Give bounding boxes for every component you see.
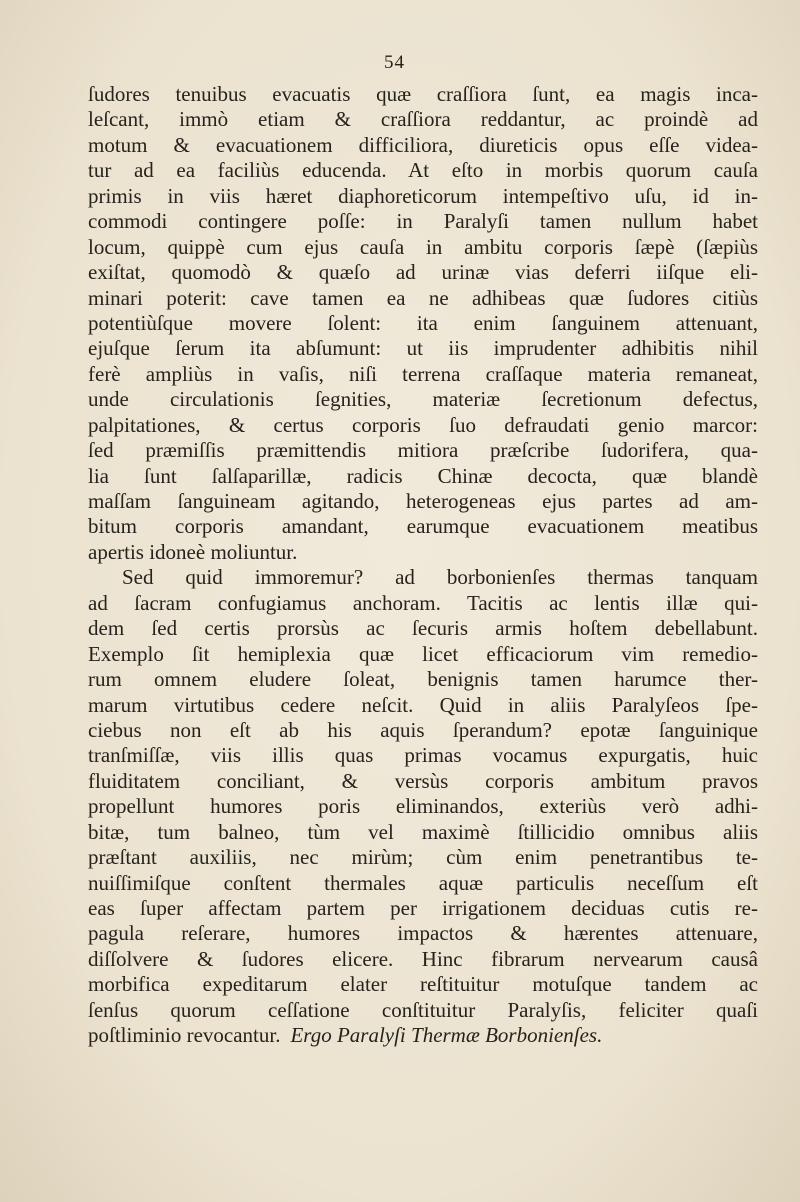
text-line: dem ſed certis prorsùs ac ſecuris armis hoſtem debellabunt. [88,616,758,641]
text-line: bitum corporis amandant, earumque evacuationem meatibus [88,514,758,539]
text-line: propellunt humores poris eliminandos, exteriùs verò adhi- [88,794,758,819]
text-line: potentiùſque movere ſolent: ita enim ſanguinem attenuant, [88,310,758,335]
text-line: apertis idoneè moliuntur. [88,539,298,564]
text-line: primis in viis hæret diaphoreticorum intempeſtivo uſu, id in- [88,183,758,208]
text-line: tranſmiſſæ, viis illis quas primas vocamus expurgatis, huic [88,743,758,768]
text-line: leſcant, immò etiam & craſſiora reddantur, ac proindè ad [88,107,758,132]
text-line: tur ad ea faciliùs educenda. At eſto in morbis quorum cauſa [88,158,758,183]
text-line: ferè ampliùs in vaſis, niſi terrena craſſaque materia remaneat, [88,361,758,386]
paragraph-2 [88,565,758,1048]
text-line: ad ſacram confugiamus anchoram. Tacitis ac lentis illæ qui- [88,590,758,615]
text-line: ſudores tenuibus evacuatis quæ craſſiora ſunt, ea magis inca- [88,82,758,106]
text-line: palpitationes, & certus corporis ſuo defraudati genio marcor: [88,412,758,437]
text-line: commodi contingere poſſe: in Paralyſi tamen nullum habet [88,209,758,234]
text-line: morbifica expeditarum elater reſtituitur motuſque tandem ac [88,972,758,997]
text-line: fluiditatem conciliant, & versùs corporis ambitum pravos [88,768,758,793]
text-line: pagula reſerare, humores impactos & hærentes attenuare, [88,921,758,946]
text-line: unde circulationis ſegnities, materiæ ſecretionum defectus, [88,387,758,412]
page-number: 54 [384,52,405,73]
conclusion-italic: Ergo Paralyſi Thermæ Borbonienſes. [290,1023,603,1048]
text-line: ſed præmiſſis præmittendis mitiora præſcribe ſudorifera, qua- [88,438,758,463]
text-line: rum omnem eludere ſoleat, benignis tamen harumce ther- [88,667,758,692]
text-line: eas ſuper affectam partem per irrigationem deciduas cutis re- [88,896,758,920]
text-line: diſſolvere & ſudores elicere. Hinc fibrarum nervearum causâ [88,946,758,971]
text-line: Exemplo ſit hemiplexia quæ licet efficaciorum vim remedio- [88,641,758,666]
text-line: bitæ, tum balneo, tùm vel maximè ſtillicidio omnibus aliis [88,819,758,844]
text-line: ejuſque ſerum ita abſumunt: ut iis imprudenter adhibitis nihil [88,336,758,361]
text-line: locum, quippè cum ejus cauſa in ambitu corporis ſæpè (ſæpiùs [88,234,758,259]
text-line: præſtant auxiliis, nec mirùm; cùm enim penetrantibus te- [88,845,758,870]
text-line: motum & evacuationem difficiliora, diureticis opus eſſe videa- [88,132,758,157]
text-line: lia ſunt ſalſaparillæ, radicis Chinæ decocta, quæ blandè [88,463,758,488]
text-line: ſenſus quorum ceſſatione conſtituitur Paralyſis, feliciter quaſi [88,997,758,1022]
text-line: exiſtat, quomodò & quæſo ad urinæ vias deferri iiſque eli- [88,260,758,285]
text-line: minari poterit: cave tamen ea ne adhibeas quæ ſudores citiùs [88,285,758,310]
body-text [88,82,758,1049]
text-line: Sed quid immoremur? ad borbonienſes thermas tanquam [122,565,758,590]
paragraph-1 [88,82,758,565]
text-line: ciebus non eſt ab his aquis ſperandum? epotæ ſanguinique [88,717,758,742]
final-line-text: poſtliminio revocantur. [88,1023,281,1048]
final-line [88,1023,758,1048]
text-line: marum virtutibus cedere neſcit. Quid in aliis Paralyſeos ſpe- [88,692,758,717]
text-line: nuiſſimiſque conſtent thermales aquæ particulis neceſſum eſt [88,870,758,895]
text-line: maſſam ſanguineam agitando, heterogeneas ejus partes ad am- [88,489,758,513]
